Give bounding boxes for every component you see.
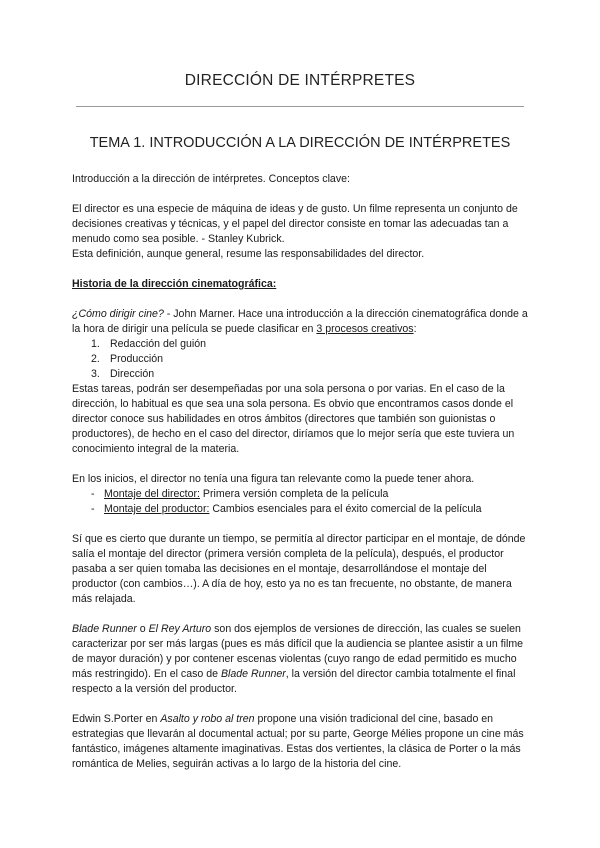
paragraph-text: Edwin S.Porter en <box>72 713 161 725</box>
intro-line: Introducción a la dirección de intérpretes. Conceptos clave: <box>72 173 350 185</box>
processes-list <box>72 337 532 382</box>
list-item <box>72 352 532 367</box>
kubrick-quote: El director es una especie de máquina de ideas y de gusto. Un filme representa un conjunto de decisiones creativas y técnicas, y el papel del director consiste en tomar las adecuadas tan a menudo como sea posible. - Stanley Kubrick. <box>72 203 518 245</box>
montage-paragraph: Sí que es cierto que durante un tiempo, se permitía al director participar en el montaje, de dónde salía el montaje del director (primera versión completa de la película), después, el productor pasaba a ser quien tomaba las decisiones en el montaje, desarrollándose el montaje del productor (con cambios…). A día de hoy, esto ya no es tan frecuente, no obstante, de manera más relajada. <box>72 533 526 605</box>
list-item <box>72 367 532 382</box>
marner-paragraph <box>72 307 532 337</box>
definition-line: Esta definición, aunque general, resume las responsabilidades del director. <box>72 248 425 260</box>
montage-list <box>72 487 532 517</box>
montage-desc: Primera versión completa de la película <box>199 488 389 500</box>
list-label: Producción <box>110 353 163 365</box>
connector-text: o <box>136 623 149 635</box>
list-number: 1. <box>91 338 100 350</box>
section-title: TEMA 1. INTRODUCCIÓN A LA DIRECCIÓN DE INTÉRPRETES <box>89 135 511 151</box>
origins-line: En los inicios, el director no tenía una figura tan relevante como la puede tener ahora. <box>72 473 475 485</box>
montage-desc: Cambios esenciales para el éxito comercial de la película <box>209 503 482 515</box>
list-number: 2. <box>91 353 100 365</box>
document-title: DIRECCIÓN DE INTÉRPRETES <box>184 72 416 89</box>
film-title: El Rey Arturo <box>148 623 212 635</box>
paragraph-text: propone una visión tradicional del cine, basado en estrategias que llevarán al documental actual; por su parte, George Mélies propone un cine más fantástico, imágenes altamente imaginativas. Estas dos vertientes, la clásica de Porter o la más romántica de Melies, seguirán activas a lo largo de la historia del cine. <box>72 713 524 770</box>
porter-paragraph <box>72 712 532 772</box>
film-title: Blade Runner <box>220 668 286 680</box>
tasks-paragraph: Estas tareas, podrán ser desempeñadas por una sola persona o por varias. En el caso de la dirección, lo habitual es que sea una sola persona. Es obvio que encontramos casos donde el director conoce sus habilidades en otros ámbitos (directores que también son guionistas o productores), de hecho en el caso del director, diríamos que lo mejor sería que este tuviera un conocimiento integral de la materia. <box>72 383 515 455</box>
document-body <box>72 172 532 772</box>
list-label: Redacción del guión <box>110 338 207 350</box>
list-label: Dirección <box>110 368 155 380</box>
paragraph-text: , la versión del director cambia totalmente el final respecto a la versión del productor. <box>72 668 516 695</box>
list-item <box>72 487 532 502</box>
list-item <box>72 502 532 517</box>
montage-term: Montaje del productor: <box>104 503 210 515</box>
montage-term: Montaje del director: <box>104 488 200 500</box>
creative-processes-link[interactable]: 3 procesos creativos <box>316 323 414 335</box>
dash-marker: - <box>91 488 95 500</box>
paragraph-text: son dos ejemplos de versiones de dirección, las cuales se suelen caracterizar por ser más largas (pues es más difícil que la audiencia se plantee asistir a un filme de mayor duración) y por contener escenas violentas (cuyo rango de edad permitido es mucho más restringido). En el caso de <box>72 623 524 680</box>
title-divider <box>76 106 524 107</box>
film-title: Blade Runner <box>72 623 137 635</box>
marner-text: - John Marner. Hace una introducción a la dirección cinematográfica donde a la hora de dirigir una película se puede clasificar en <box>72 308 528 335</box>
bladerunner-paragraph <box>72 622 532 697</box>
history-heading: Historia de la dirección cinematográfica: <box>72 278 277 290</box>
list-item <box>72 337 532 352</box>
film-title: Asalto y robo al tren <box>160 713 255 725</box>
list-number: 3. <box>91 368 100 380</box>
marner-end: : <box>413 323 417 335</box>
book-title: ¿Cómo dirigir cine? <box>72 308 164 320</box>
dash-marker: - <box>91 503 95 515</box>
